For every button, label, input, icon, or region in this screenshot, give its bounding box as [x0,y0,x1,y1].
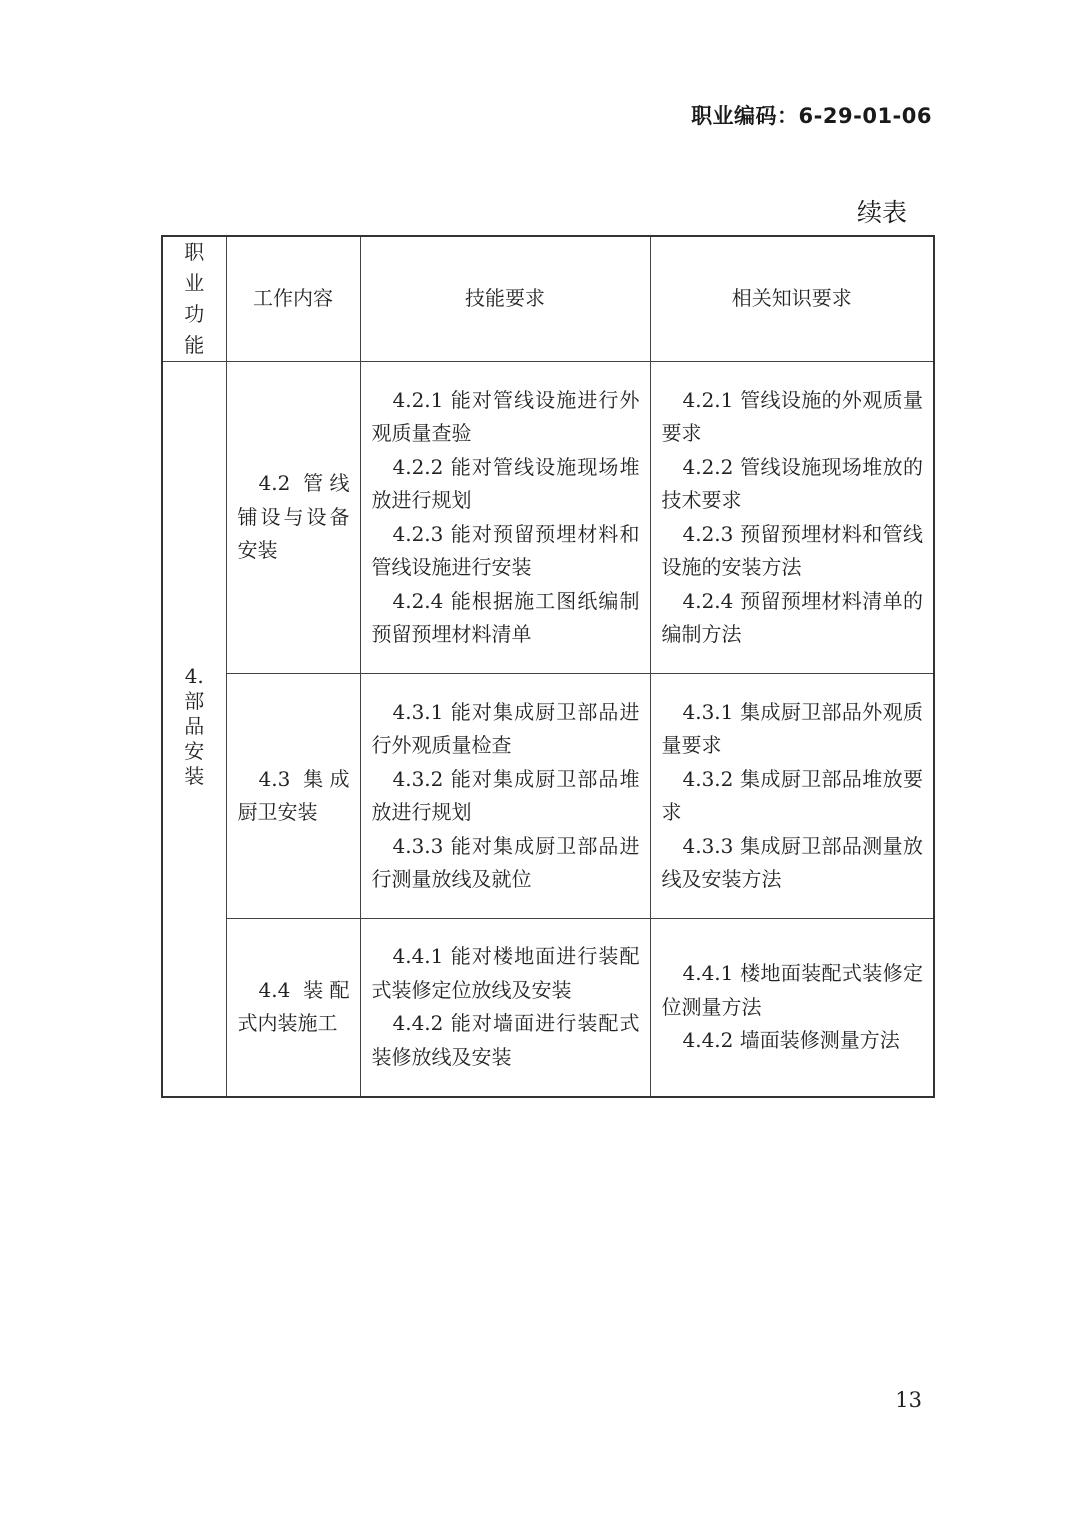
header-function: 职业功能 [162,236,226,362]
skill-item: 4.4.2 能对墙面进行装配式装修放线及安装 [371,1011,640,1069]
knowledge-item: 4.3.2 集成厨卫部品堆放要求 [661,766,923,824]
knowledge-item: 4.4.1 楼地面装配式装修定位测量方法 [661,961,923,1019]
skill-item: 4.4.1 能对楼地面进行装配式装修定位放线及安装 [371,944,640,1002]
knowledge-item: 4.4.2 墙面装修测量方法 [682,1028,900,1052]
knowledge-item: 4.3.3 集成厨卫部品测量放线及安装方法 [661,833,923,891]
skill-item: 4.3.2 能对集成厨卫部品堆放进行规划 [371,766,640,824]
occupation-code: 职业编码：6-29-01-06 [691,104,932,128]
knowledge-item: 4.2.2 管线设施现场堆放的技术要求 [661,454,923,512]
skill-item: 4.3.1 能对集成厨卫部品进行外观质量检查 [371,699,640,757]
work-content-cell [226,919,360,1097]
knowledge-item: 4.3.1 集成厨卫部品外观质量要求 [661,699,923,757]
work-content-text: 4.4 装配式内装施工 [237,977,350,1036]
table-header-row [162,236,934,362]
skill-item: 4.2.3 能对预留预埋材料和管线设施进行安装 [371,521,640,579]
skill-cell [360,362,650,674]
skill-cell [360,674,650,919]
knowledge-cell [650,919,934,1097]
work-content-text: 4.2 管线铺设与设备安装 [237,471,350,563]
header-work-content: 工作内容 [226,236,360,362]
skill-item: 4.3.3 能对集成厨卫部品进行测量放线及就位 [371,833,640,891]
work-content-cell [226,674,360,919]
page-number: 13 [895,1388,922,1412]
requirements-table [161,235,935,1098]
function-cell [162,362,226,1097]
header-knowledge: 相关知识要求 [650,236,934,362]
table-row [162,674,934,919]
table-row [162,362,934,674]
continued-label: 续表 [856,198,907,227]
knowledge-item: 4.2.1 管线设施的外观质量要求 [661,387,923,445]
header-skill: 技能要求 [360,236,650,362]
knowledge-item: 4.2.4 预留预埋材料清单的编制方法 [661,588,923,646]
work-content-cell [226,362,360,674]
skill-item: 4.2.2 能对管线设施现场堆放进行规划 [371,454,640,512]
skill-cell [360,919,650,1097]
function-label: 4.部品安装 [184,664,205,788]
knowledge-item: 4.2.3 预留预埋材料和管线设施的安装方法 [661,521,923,579]
skill-item: 4.2.1 能对管线设施进行外观质量查验 [371,387,640,445]
knowledge-cell [650,362,934,674]
knowledge-cell [650,674,934,919]
table-row [162,919,934,1097]
skill-item: 4.2.4 能根据施工图纸编制预留预埋材料清单 [371,588,640,646]
work-content-text: 4.3 集成厨卫安装 [237,766,350,824]
